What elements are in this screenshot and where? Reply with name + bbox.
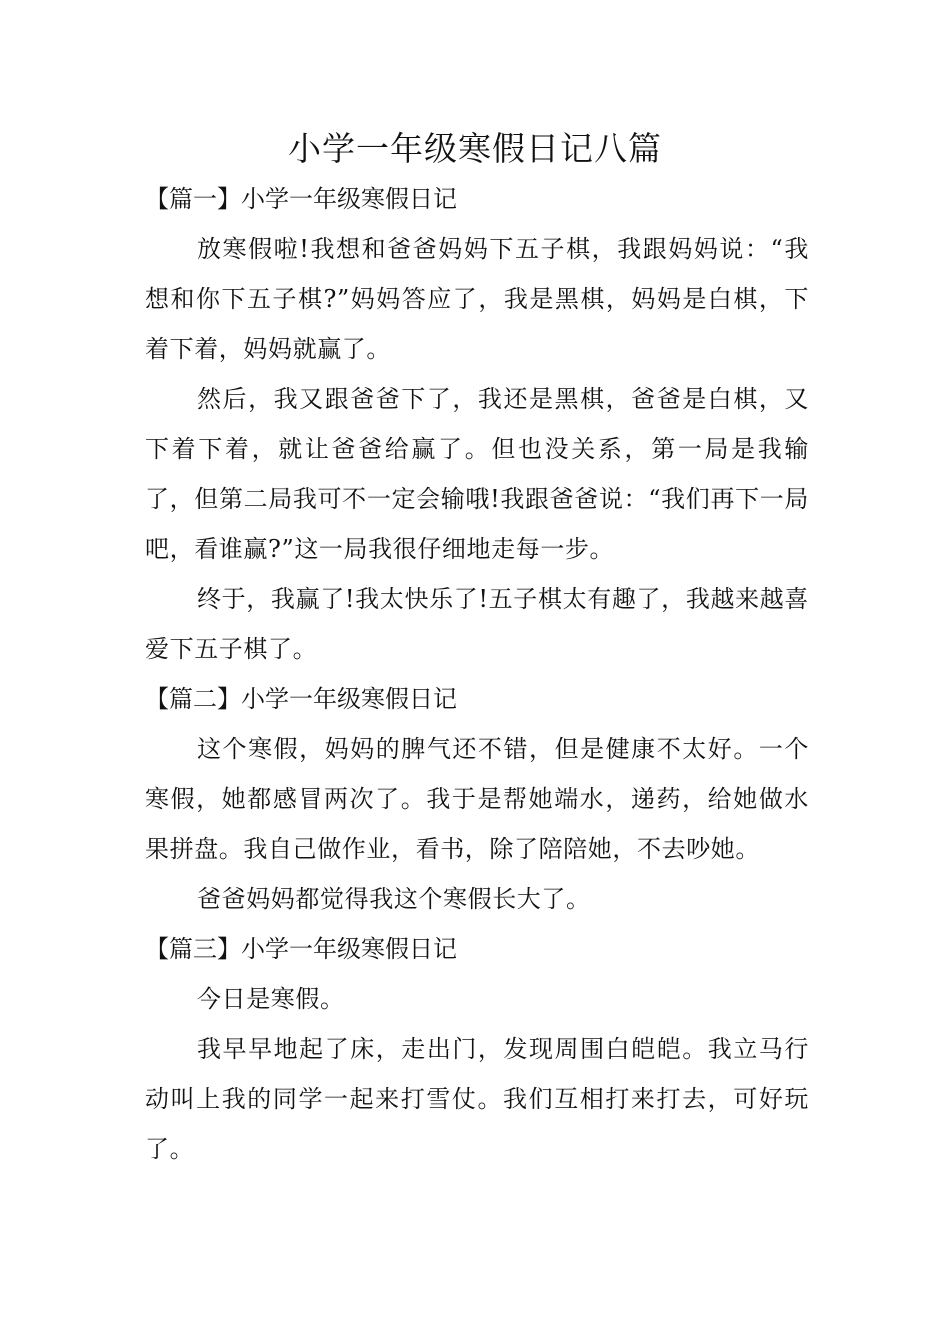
paragraph: 我早早地起了床，走出门，发现周围白皑皑。我立马行动叫上我的同学一起来打雪仗。我们互相打来打去，可好玩了。 (145, 1035, 809, 1163)
document-title: 小学一年级寒假日记八篇 (288, 129, 662, 168)
diary-section-1 (145, 174, 809, 674)
diary-section-3 (145, 924, 809, 1174)
paragraph: 终于，我赢了!我太快乐了!五子棋太有趣了，我越来越喜爱下五子棋了。 (145, 585, 809, 663)
paragraph: 这个寒假，妈妈的脾气还不错，但是健康不太好。一个寒假，她都感冒两次了。我于是帮她端水，递药，给她做水果拼盘。我自己做作业，看书，除了陪陪她，不去吵她。 (145, 735, 809, 863)
section-heading: 【篇一】小学一年级寒假日记 (145, 185, 457, 213)
section-heading: 【篇二】小学一年级寒假日记 (145, 685, 457, 713)
section-heading: 【篇三】小学一年级寒假日记 (145, 935, 457, 963)
paragraph: 然后，我又跟爸爸下了，我还是黑棋，爸爸是白棋，又下着下着，就让爸爸给赢了。但也没关系，第一局是我输了，但第二局我可不一定会输哦!我跟爸爸说：“我们再下一局吧，看谁赢?”这一局我很仔细地走每一步。 (145, 385, 809, 563)
paragraph: 爸爸妈妈都觉得我这个寒假长大了。 (197, 885, 591, 913)
paragraph: 今日是寒假。 (197, 985, 345, 1013)
document-body (145, 174, 809, 1174)
paragraph: 放寒假啦!我想和爸爸妈妈下五子棋，我跟妈妈说：“我想和你下五子棋?”妈妈答应了，我是黑棋，妈妈是白棋，下着下着，妈妈就赢了。 (145, 235, 809, 363)
diary-section-2 (145, 674, 809, 924)
